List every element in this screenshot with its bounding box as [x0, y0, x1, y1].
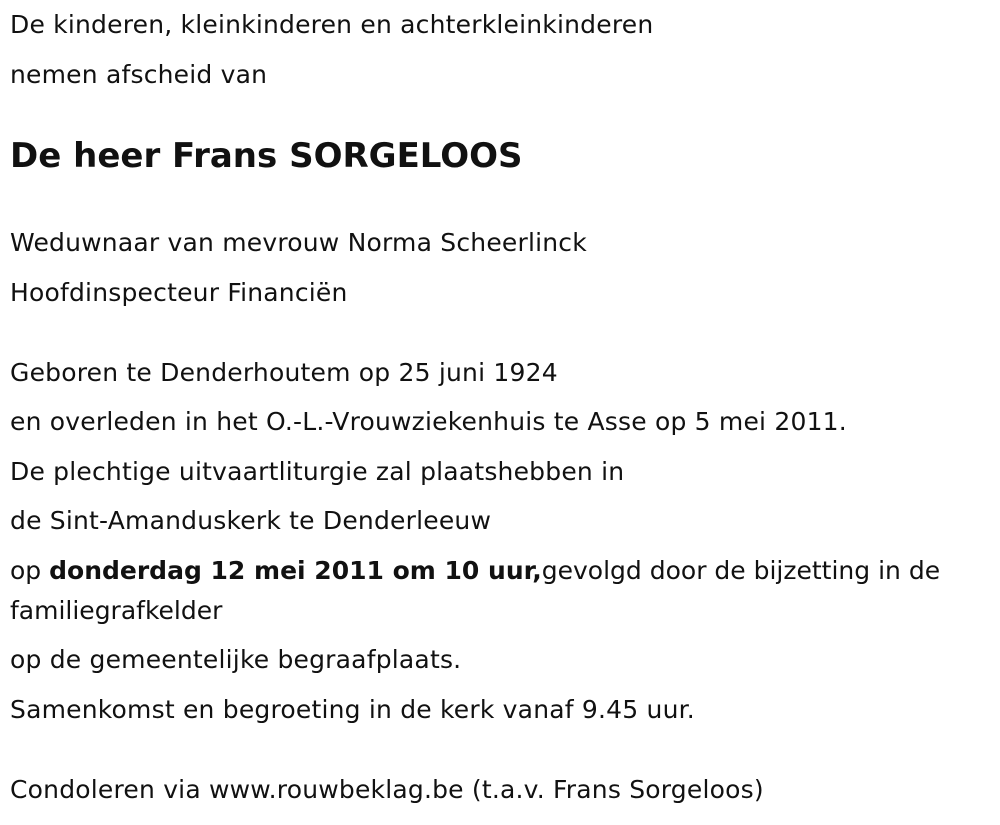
- birth-line: Geboren te Denderhoutem op 25 juni 1924: [10, 358, 558, 387]
- funeral-date-suffix: gevolgd door de bijzetting in de familiegrafkelder: [10, 556, 941, 625]
- intro-line-1: De kinderen, kleinkinderen en achterkleinkinderen: [10, 10, 654, 39]
- funeral-line-1: De plechtige uitvaartliturgie zal plaatshebben in: [10, 457, 625, 486]
- death-line: en overleden in het O.-L.-Vrouwziekenhuis te Asse op 5 mei 2011.: [10, 407, 847, 436]
- funeral-date-bold: donderdag 12 mei 2011 om 10 uur,: [49, 556, 542, 585]
- funeral-line-4: op de gemeentelijke begraafplaats.: [10, 645, 462, 674]
- widower-line: Weduwnaar van mevrouw Norma Scheerlinck: [10, 228, 587, 257]
- funeral-date-prefix: op: [10, 556, 50, 585]
- funeral-line-2: de Sint-Amanduskerk te Denderleeuw: [10, 506, 492, 535]
- deceased-name: De heer Frans SORGELOOS: [10, 136, 523, 176]
- condolence-line: Condoleren via www.rouwbeklag.be (t.a.v. Frans Sorgeloos): [10, 775, 764, 804]
- funeral-date-paragraph: [10, 551, 980, 631]
- funeral-line-5: Samenkomst en begroeting in de kerk vanaf 9.45 uur.: [10, 695, 695, 724]
- intro-line-2: nemen afscheid van: [10, 60, 268, 89]
- occupation-line: Hoofdinspecteur Financiën: [10, 278, 348, 307]
